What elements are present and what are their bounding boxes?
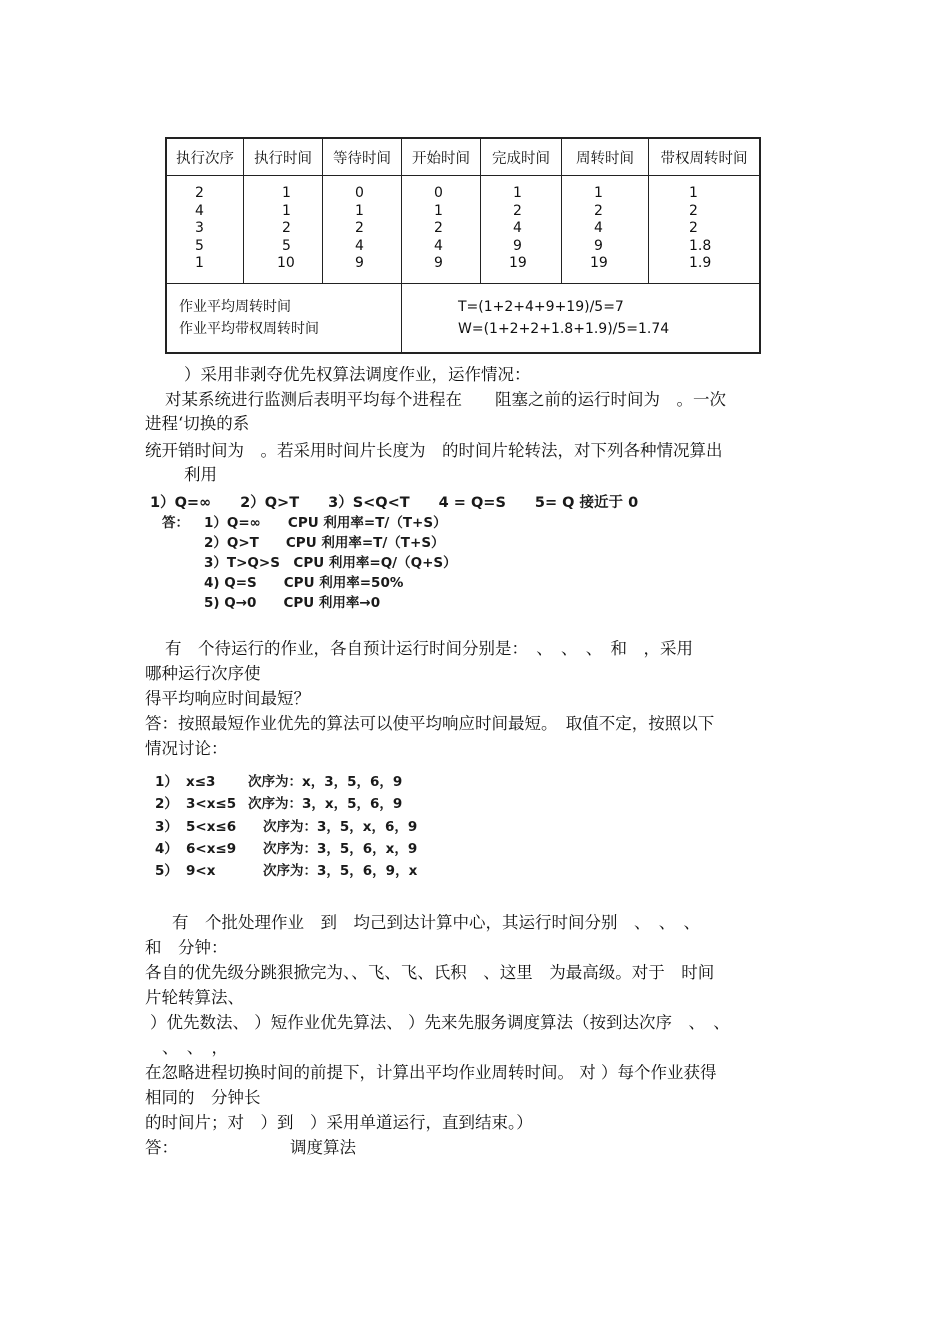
cell: 3 xyxy=(195,220,204,237)
order-num: 5） xyxy=(155,863,178,879)
header-weighted-turnaround: 带权周转时间 xyxy=(649,138,761,176)
paragraph-line: 、 、 ， xyxy=(162,1038,228,1057)
paragraph-line: 利用 xyxy=(184,465,217,484)
order-condition: 3<x≤5 xyxy=(186,796,237,812)
cell: 2 xyxy=(689,202,698,219)
cell: 2 xyxy=(195,185,204,201)
header-exec-time: 执行时间 xyxy=(244,138,323,176)
paragraph-line: 有 个批处理作业 到 均己到达计算中心，其运行时间分别 、 、 、 xyxy=(172,913,700,932)
answer-label: 答： xyxy=(145,1138,178,1157)
order-sequence: 次序为：x，3，5，6，9 xyxy=(248,774,403,790)
paragraph-line: 进程‘切换的系 xyxy=(145,414,250,433)
col-exec-order xyxy=(166,176,244,284)
cell: 2 xyxy=(355,220,364,237)
order-condition: x≤3 xyxy=(186,774,216,790)
cell: 1 xyxy=(434,202,443,219)
paragraph-line: 对某系统进行监测后表明平均每个进程在 阻塞之前的运行时间为 。一次 xyxy=(165,390,726,409)
cell: 1.9 xyxy=(689,255,712,272)
cell: 1 xyxy=(689,185,698,201)
cell: 5 xyxy=(282,237,291,254)
cell: 2 xyxy=(689,220,698,237)
cpu-answer-line: 5) Q→0 CPU 利用率→0 xyxy=(204,595,381,611)
cpu-cases-line: 1）Q=∞ 2）Q>T 3）S<Q<T 4 = Q=S 5= Q 接近于 0 xyxy=(150,495,639,511)
table-data-row xyxy=(166,176,760,284)
order-condition: 6<x≤9 xyxy=(186,841,237,857)
order-num: 3） xyxy=(155,819,178,835)
paragraph-line: ）采用非剥夺优先权算法调度作业，运作情况： xyxy=(184,365,531,384)
cell: 1 xyxy=(195,255,204,272)
cell: 4 xyxy=(513,220,522,237)
order-sequence: 次序为：3，x，5，6，9 xyxy=(248,796,403,812)
cell: 4 xyxy=(355,237,364,254)
order-condition: 9<x xyxy=(186,863,216,879)
cell: 1 xyxy=(355,202,364,219)
order-num: 1） xyxy=(155,774,178,790)
cell: 1.8 xyxy=(689,237,712,254)
order-sequence: 次序为：3，5，6，9，x xyxy=(263,863,418,879)
cell: 2 xyxy=(513,202,522,219)
cpu-answer-line: 2）Q>T CPU 利用率=T/（T+S） xyxy=(204,535,445,551)
paragraph-line: 各自的优先级分跳狠掀完为、、飞、飞、氏积 、这里 为最高级。对于 时间 xyxy=(145,963,715,982)
cell: 4 xyxy=(434,237,443,254)
paragraph-line: 有 个待运行的作业，各自预计运行时间分别是： 、 、 、 和 ，采用 xyxy=(165,639,693,658)
cell: 4 xyxy=(594,220,603,237)
order-condition: 5<x≤6 xyxy=(186,819,237,835)
col-exec-time xyxy=(244,176,323,284)
paragraph-line: 相同的 分钟长 xyxy=(145,1088,261,1107)
col-start-time xyxy=(402,176,481,284)
cell: 1 xyxy=(282,185,291,201)
cpu-answer-line: 3）T>Q>S CPU 利用率=Q/（Q+S） xyxy=(204,555,457,571)
cell: 9 xyxy=(594,237,603,254)
col-finish-time xyxy=(481,176,562,284)
header-exec-order: 执行次序 xyxy=(166,138,244,176)
algorithm-heading: 调度算法 xyxy=(290,1138,356,1157)
order-sequence: 次序为：3，5，x，6，9 xyxy=(263,819,418,835)
cell: 1 xyxy=(594,185,603,201)
cell: 2 xyxy=(594,202,603,219)
paragraph-line: 得平均响应时间最短？ xyxy=(145,689,310,708)
paragraph-line: 的时间片；对 ）到 ）采用单道运行，直到结束。） xyxy=(145,1113,533,1132)
paragraph-line: 统开销时间为 。若采用时间片长度为 的时间片轮转法，对下列各种情况算出 xyxy=(145,441,723,460)
paragraph-line: ）优先数法、 ）短作业优先算法、 ）先来先服务调度算法（按到达次序 、 、 xyxy=(150,1013,730,1032)
avg-turnaround-formula: T=(1+2+4+9+19)/5=7 xyxy=(458,299,624,315)
avg-weighted-turnaround-label: 作业平均带权周转时间 xyxy=(179,321,319,337)
cell: 2 xyxy=(434,220,443,237)
paragraph-line: 片轮转算法、 xyxy=(145,988,244,1007)
cell: 1 xyxy=(282,202,291,219)
table-header-row xyxy=(166,138,760,176)
paragraph-line: 答：按照最短作业优先的算法可以使平均响应时间最短。 取值不定，按照以下 xyxy=(145,714,715,733)
col-weighted-turnaround xyxy=(649,176,761,284)
header-turnaround-time: 周转时间 xyxy=(562,138,649,176)
cell: 19 xyxy=(590,255,608,272)
cell: 9 xyxy=(434,255,443,272)
cell: 9 xyxy=(355,255,364,272)
cpu-answer-label: 答： xyxy=(162,515,189,531)
paragraph-line: 情况讨论： xyxy=(145,739,228,758)
cell: 9 xyxy=(513,237,522,254)
cpu-answer-line: 4) Q=S CPU 利用率=50% xyxy=(204,575,404,591)
cell: 0 xyxy=(355,185,364,201)
header-wait-time: 等待时间 xyxy=(323,138,402,176)
paragraph-line: 在忽略进程切换时间的前提下，计算出平均作业周转时间。 对 ）每个作业获得 xyxy=(145,1063,717,1082)
cpu-answer-line: 1）Q=∞ CPU 利用率=T/（T+S） xyxy=(204,515,447,531)
order-num: 4） xyxy=(155,841,178,857)
cell: 2 xyxy=(282,220,291,237)
header-finish-time: 完成时间 xyxy=(481,138,562,176)
cell: 1 xyxy=(513,185,522,201)
summary-formulas-cell xyxy=(402,284,761,354)
summary-labels-cell xyxy=(166,284,402,354)
avg-turnaround-label: 作业平均周转时间 xyxy=(179,299,291,315)
schedule-table xyxy=(165,137,761,354)
cell: 0 xyxy=(434,185,443,201)
cell: 4 xyxy=(195,202,204,219)
table-summary-row xyxy=(166,284,760,354)
cell: 10 xyxy=(277,255,295,272)
paragraph-line: 和 分钟： xyxy=(145,938,228,957)
cell: 19 xyxy=(509,255,527,272)
cell: 5 xyxy=(195,237,204,254)
paragraph-line: 哪种运行次序使 xyxy=(145,664,261,683)
avg-weighted-turnaround-formula: W=(1+2+2+1.8+1.9)/5=1.74 xyxy=(458,321,670,337)
header-start-time: 开始时间 xyxy=(402,138,481,176)
col-turnaround-time xyxy=(562,176,649,284)
col-wait-time xyxy=(323,176,402,284)
order-sequence: 次序为：3，5，6，x，9 xyxy=(263,841,418,857)
order-num: 2） xyxy=(155,796,178,812)
